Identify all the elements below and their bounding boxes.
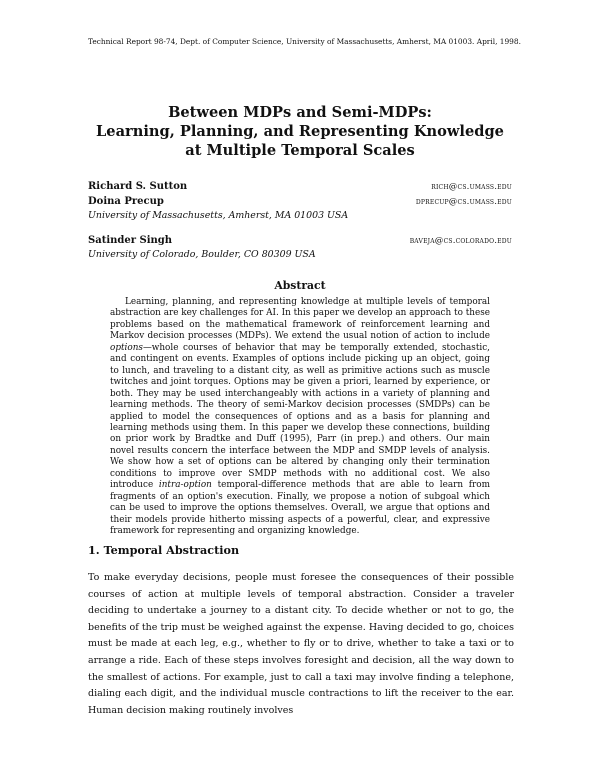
abstract-emphasis: options xyxy=(110,342,143,353)
abstract-text: temporal-difference methods that are able to learn from fragments of an option's execution. Finally, we propose a notion of subgoal which can be used to improve the options themselves. Overall, we argue that options and their models provide hitherto missing aspects of a powerful, clear, and expressive framework for representing and organizing knowledge. xyxy=(110,480,490,537)
title-line-3: at Multiple Temporal Scales xyxy=(185,142,415,159)
abstract-text: —whole courses of behavior that may be temporally extended, stochastic, and contingent on events. Examples of options include picking up an object, going to lunch, and traveling to a distant city, as well as primitive actions such as muscle twitches and joint torques. Options may be given a priori, learned by experience, or both. They may be used interchangeably with actions in a variety of planning and learning methods. The theory of semi-Markov decision processes (SMDPs) can be applied to model the consequences of options and as a basis for planning and learning methods using them. In this paper we develop these connections, building on prior work by Bradtke and Duff (1995), Parr (in prep.) and others. Our main novel results concern the interface between the MDP and SMDP levels of analysis. We show how a set of options can be altered by changing only their termination conditions to improve over SMDP methods with no additional cost. We also introduce xyxy=(110,342,490,491)
title-line-2: Learning, Planning, and Representing Knowledge xyxy=(96,123,504,140)
author-email[interactable]: rich@cs.umass.edu xyxy=(431,182,512,192)
author-email[interactable]: baveja@cs.colorado.edu xyxy=(409,235,512,246)
affiliation: University of Massachusetts, Amherst, MA 01003 USA xyxy=(88,210,349,221)
author-name: Richard S. Sutton xyxy=(88,181,188,192)
title-line-1: Between MDPs and Semi-MDPs: xyxy=(168,104,432,121)
body-paragraph: To make everyday decisions, people must foresee the consequences of their possible courses of action at multiple levels of temporal abstraction. Consider a traveler deciding to undertake a journey to a distant city. To decide whether or not to go, the benefits of the trip must be weighed against the expense. Having decided to go, choices must be made at each leg, e.g., whether to fly or to drive, whether to take a taxi or to arrange a ride. Each of these steps involves foresight and decision, all the way down to the smallest of actions. For example, just to call a taxi may involve finding a telephone, dialing each digit, and the individual muscle contractions to lift the receiver to the ear. Human decision making routinely involves xyxy=(88,572,514,716)
abstract-text: Learning, planning, and representing knowledge at multiple levels of temporal abstraction are key challenges for AI. In this paper we develop an approach to these problems based on the mathematical framework of reinforcement learning and Markov decision processes (MDPs). We extend the usual notion of action to include xyxy=(110,297,490,342)
abstract-heading: Abstract xyxy=(274,279,326,292)
paper-title xyxy=(0,103,600,160)
tech-report-header: Technical Report 98-74, Dept. of Computer Science, University of Massachusetts, Amherst, MA 01003. April, 1998. xyxy=(88,37,521,46)
abstract-body xyxy=(110,297,490,538)
author-block xyxy=(88,180,512,262)
section-body xyxy=(88,570,514,719)
author-row xyxy=(88,180,512,195)
affiliation: University of Colorado, Boulder, CO 80309 USA xyxy=(88,249,316,260)
author-row xyxy=(88,195,512,210)
author-row xyxy=(88,234,512,249)
section-heading: 1. Temporal Abstraction xyxy=(88,543,240,557)
author-email[interactable]: dprecup@cs.umass.edu xyxy=(415,196,512,207)
author-name: Doina Precup xyxy=(88,195,164,207)
abstract-paragraph xyxy=(110,297,490,538)
author-name: Satinder Singh xyxy=(88,234,173,246)
abstract-emphasis: intra-option xyxy=(158,480,212,491)
